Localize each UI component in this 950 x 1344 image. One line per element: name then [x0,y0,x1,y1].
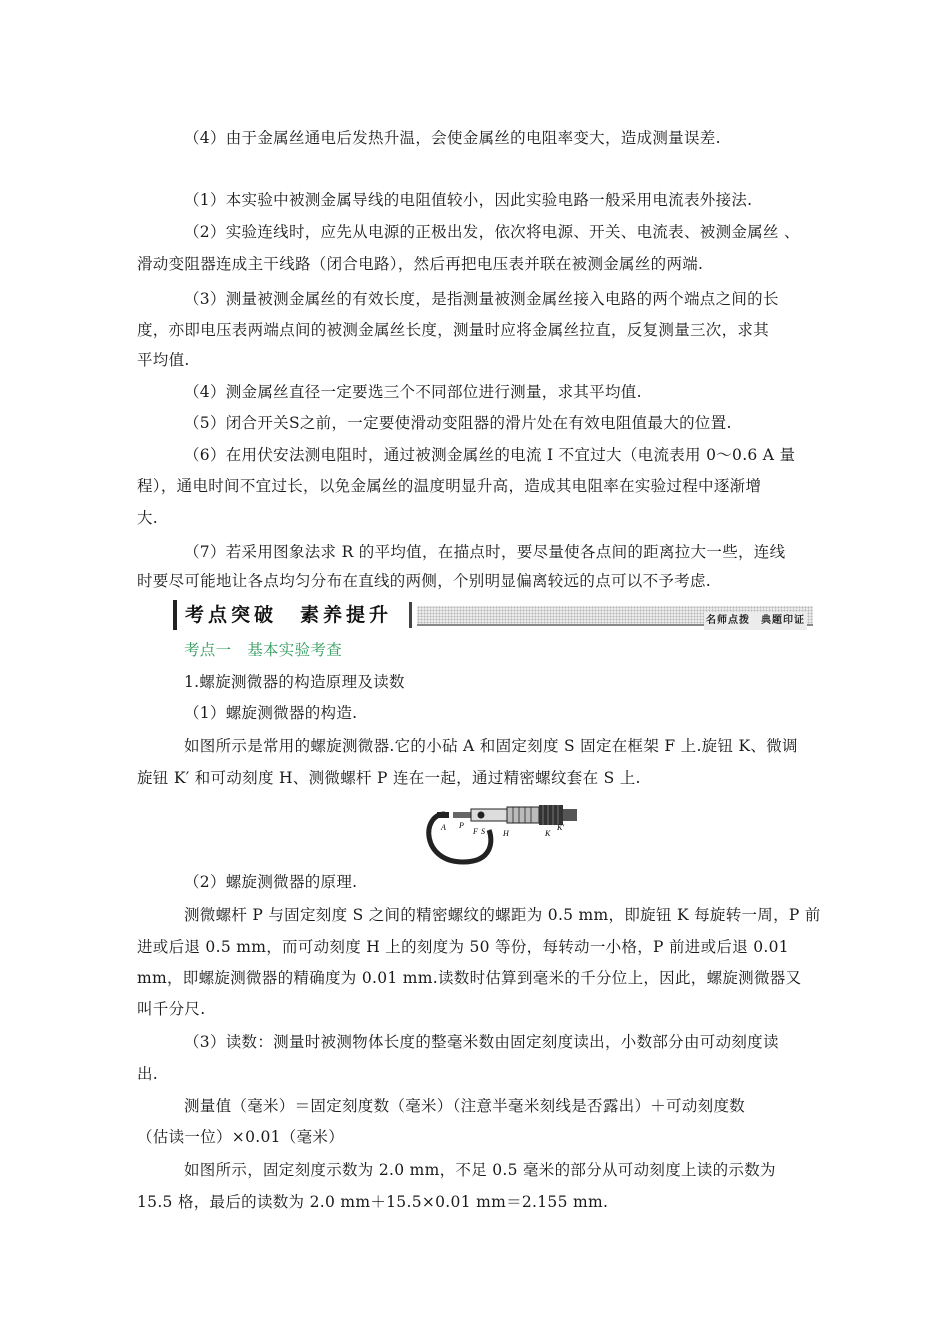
paragraph: 大. [137,509,159,527]
paragraph: 如图所示是常用的螺旋测微器.它的小砧 A 和固定刻度 S 固定在框架 F 上.旋钮 K、微调 [184,737,798,755]
paragraph: 叫千分尺. [137,1000,206,1018]
banner-dotted-bar [417,606,813,626]
paragraph: （估读一位）×0.01（毫米） [137,1128,344,1146]
paragraph: 15.5 格，最后的读数为 2.0 mm＋15.5×0.01 mm＝2.155 mm. [137,1193,609,1211]
paragraph: 程），通电时间不宜过长，以免金属丝的温度明显升高，造成其电阻率在实验过程中逐渐增 [137,477,762,495]
paragraph: 旋钮 K′ 和可动刻度 H、测微螺杆 P 连在一起，通过精密螺纹套在 S 上. [137,769,641,787]
section-banner [173,600,813,630]
figure-label-p: P [459,821,464,830]
figure-label-k: K [545,829,551,838]
paragraph: （5）闭合开关S之前，一定要使滑动变阻器的滑片处在有效电阻值最大的位置. [184,414,732,432]
paragraph: 时要尽可能地让各点均匀分布在直线的两侧，个别明显偏离较远的点可以不予考虑. [137,572,712,590]
paragraph: （4）测金属丝直径一定要选三个不同部位进行测量，求其平均值. [184,383,642,401]
paragraph: 1.螺旋测微器的构造原理及读数 [184,673,405,691]
paragraph: （3）测量被测金属丝的有效长度，是指测量被测金属丝接入电路的两个端点之间的长 [184,290,779,308]
paragraph: 如图所示，固定刻度示数为 2.0 mm，不足 0.5 毫米的部分从可动刻度上读的示数为 [184,1161,776,1179]
paragraph: （2）实验连线时，应先从电源的正极出发，依次将电源、开关、电流表、被测金属丝 、 [184,223,800,241]
paragraph: （6）在用伏安法测电阻时，通过被测金属丝的电流 I 不宜过大（电流表用 0～0.6 A 量 [184,446,796,464]
paragraph: （1）本实验中被测金属导线的电阻值较小，因此实验电路一般采用电流表外接法. [184,191,753,209]
banner-subtitle: 名师点拨 典题印证 [704,612,807,630]
paragraph: 测微螺杆 P 与固定刻度 S 之间的精密螺纹的螺距为 0.5 mm，即旋钮 K 每旋转一周，P 前 [184,906,821,924]
paragraph: 度，亦即电压表两端点间的被测金属丝长度，测量时应将金属丝拉直，反复测量三次，求其 [137,321,770,339]
paragraph: （3）读数：测量时被测物体长度的整毫米数由固定刻度读出，小数部分由可动刻度读 [184,1033,779,1051]
figure-label-a: A [441,823,446,832]
banner-divider [409,602,412,628]
paragraph: 平均值. [137,351,190,369]
paragraph: 滑动变阻器连成主干线路（闭合电路），然后再把电压表并联在被测金属丝的两端. [137,255,704,273]
paragraph: 测量值（毫米）＝固定刻度数（毫米）（注意半毫米刻线是否露出）＋可动刻度数 [184,1097,746,1115]
paragraph: 出. [137,1065,159,1083]
paragraph: （7）若采用图象法求 R 的平均值，在描点时，要尽量使各点间的距离拉大一些，连线 [184,543,786,561]
paragraph: mm，即螺旋测微器的精确度为 0.01 mm.读数时估算到毫米的千分位上，因此，螺旋测微器又 [137,969,802,987]
section-heading: 考点一 基本实验考查 [184,641,343,659]
figure-label-s: S [481,827,485,836]
paragraph: 进或后退 0.5 mm，而可动刻度 H 上的刻度为 50 等份，每转动一小格，P 前进或后退 0.01 [137,938,789,956]
micrometer-figure [423,800,585,866]
banner-title: 考点突破 素养提升 [173,600,421,630]
paragraph: （1）螺旋测微器的构造. [184,704,358,722]
paragraph: （2）螺旋测微器的原理. [184,873,358,891]
paragraph: （4）由于金属丝通电后发热升温，会使金属丝的电阻率变大，造成测量误差. [184,129,721,147]
figure-label-h: H [503,829,509,838]
figure-label-k-prime: K′ [557,823,565,832]
figure-label-f: F [473,827,478,836]
